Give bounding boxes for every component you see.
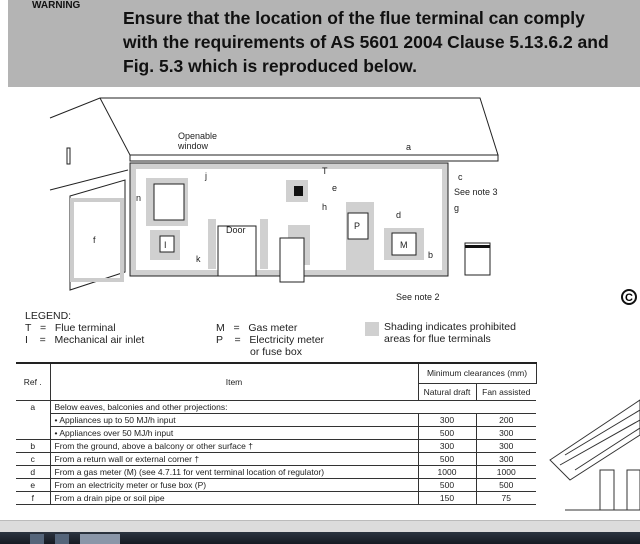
letter-c: c (458, 172, 463, 182)
taskbar-button[interactable] (30, 534, 44, 544)
shading-swatch (365, 322, 379, 336)
header-natural-draft: Natural draft (418, 383, 476, 400)
warning-line: Fig. 5.3 which is reproduced below. (123, 56, 417, 76)
openable-window-label: window (178, 141, 209, 151)
legend-t: T = Flue terminal (25, 322, 116, 334)
openable-window-label: Openable (178, 131, 218, 141)
legend-shading: areas for flue terminals (384, 333, 491, 345)
warning-banner (8, 0, 640, 87)
legend-shading-block (384, 321, 516, 345)
letter-j: j (205, 171, 207, 181)
header-item: Item (50, 363, 418, 400)
cell-nat: 300 (418, 439, 476, 452)
cell-fan: 300 (476, 452, 536, 465)
cell-fan: 300 (476, 426, 536, 439)
cell-item: From a gas meter (M) (see 4.7.11 for vent terminal location of regulator) (50, 465, 418, 478)
cell-ref: c (16, 452, 50, 465)
header-ref: Ref . (16, 363, 50, 400)
letter-p: P (354, 221, 361, 231)
clearance-table (16, 362, 537, 505)
header-fan-assisted: Fan assisted (476, 383, 536, 400)
table-row (16, 426, 536, 439)
circle-c-label: C (625, 292, 633, 304)
legend-p2: or fuse box (250, 346, 302, 358)
warning-text (123, 6, 640, 78)
cell-nat: 1000 (418, 465, 476, 478)
cell-item: From the ground, above a balcony or other surface † (50, 439, 418, 452)
cell-fan: 75 (476, 491, 536, 504)
legend-meters (216, 322, 324, 358)
legend (25, 310, 144, 346)
see-note-2: See note 2 (396, 292, 440, 302)
cell-item: Below eaves, balconies and other projections: (50, 400, 536, 413)
letter-i: I (164, 240, 167, 250)
cell-fan: 200 (476, 413, 536, 426)
cell-item: • Appliances over 50 MJ/h input (50, 426, 418, 439)
warning-line: Ensure that the location of the flue terminal can comply (123, 8, 585, 28)
letter-g: g (454, 203, 460, 213)
letter-f: f (93, 235, 96, 245)
cell-item: From an electricity meter or fuse box (P) (50, 478, 418, 491)
table-row (16, 400, 536, 413)
legend-m: M = Gas meter (216, 322, 298, 334)
door-label: Door (226, 225, 246, 235)
table-row (16, 413, 536, 426)
taskbar-button[interactable] (80, 534, 120, 544)
cell-fan: 300 (476, 439, 536, 452)
letter-a: a (406, 142, 412, 152)
table-row (16, 465, 536, 478)
legend-p: P = Electricity meter (216, 334, 325, 346)
cell-nat: 500 (418, 452, 476, 465)
taskbar-button[interactable] (55, 534, 69, 544)
cell-fan: 1000 (476, 465, 536, 478)
header-min-clearances: Minimum clearances (mm) (418, 363, 536, 383)
cell-ref (16, 426, 50, 439)
letter-m: M (400, 240, 408, 250)
cell-item: From a return wall or external corner † (50, 452, 418, 465)
letter-d: d (396, 210, 402, 220)
table-row (16, 439, 536, 452)
letter-t: T (322, 166, 328, 176)
letter-k: k (196, 254, 201, 264)
cell-ref (16, 413, 50, 426)
legend-i: I = Mechanical air inlet (25, 334, 145, 346)
letter-n: n (136, 193, 142, 203)
table-row (16, 452, 536, 465)
legend-title: LEGEND: (25, 310, 72, 322)
horizontal-scrollbar[interactable] (0, 520, 640, 532)
cell-fan: 500 (476, 478, 536, 491)
cell-ref: a (16, 400, 50, 413)
table-row (16, 491, 536, 504)
cell-nat: 500 (418, 478, 476, 491)
letter-e: e (332, 183, 338, 193)
warning-label: WARNING (32, 0, 81, 11)
cell-nat: 500 (418, 426, 476, 439)
cell-ref: d (16, 465, 50, 478)
legend-shading: Shading indicates prohibited (384, 321, 516, 333)
cell-ref: b (16, 439, 50, 452)
cell-item: • Appliances up to 50 MJ/h input (50, 413, 418, 426)
cell-item: From a drain pipe or soil pipe (50, 491, 418, 504)
cell-ref: e (16, 478, 50, 491)
roof-sketch (545, 395, 640, 515)
cell-nat: 300 (418, 413, 476, 426)
letter-b: b (428, 250, 434, 260)
flue-clearance-diagram (0, 90, 640, 305)
see-note-3: See note 3 (454, 187, 498, 197)
cell-nat: 150 (418, 491, 476, 504)
warning-line: with the requirements of AS 5601 2004 Clause 5.13.6.2 and (123, 32, 609, 52)
table-row (16, 478, 536, 491)
letter-h: h (322, 202, 328, 212)
cell-ref: f (16, 491, 50, 504)
